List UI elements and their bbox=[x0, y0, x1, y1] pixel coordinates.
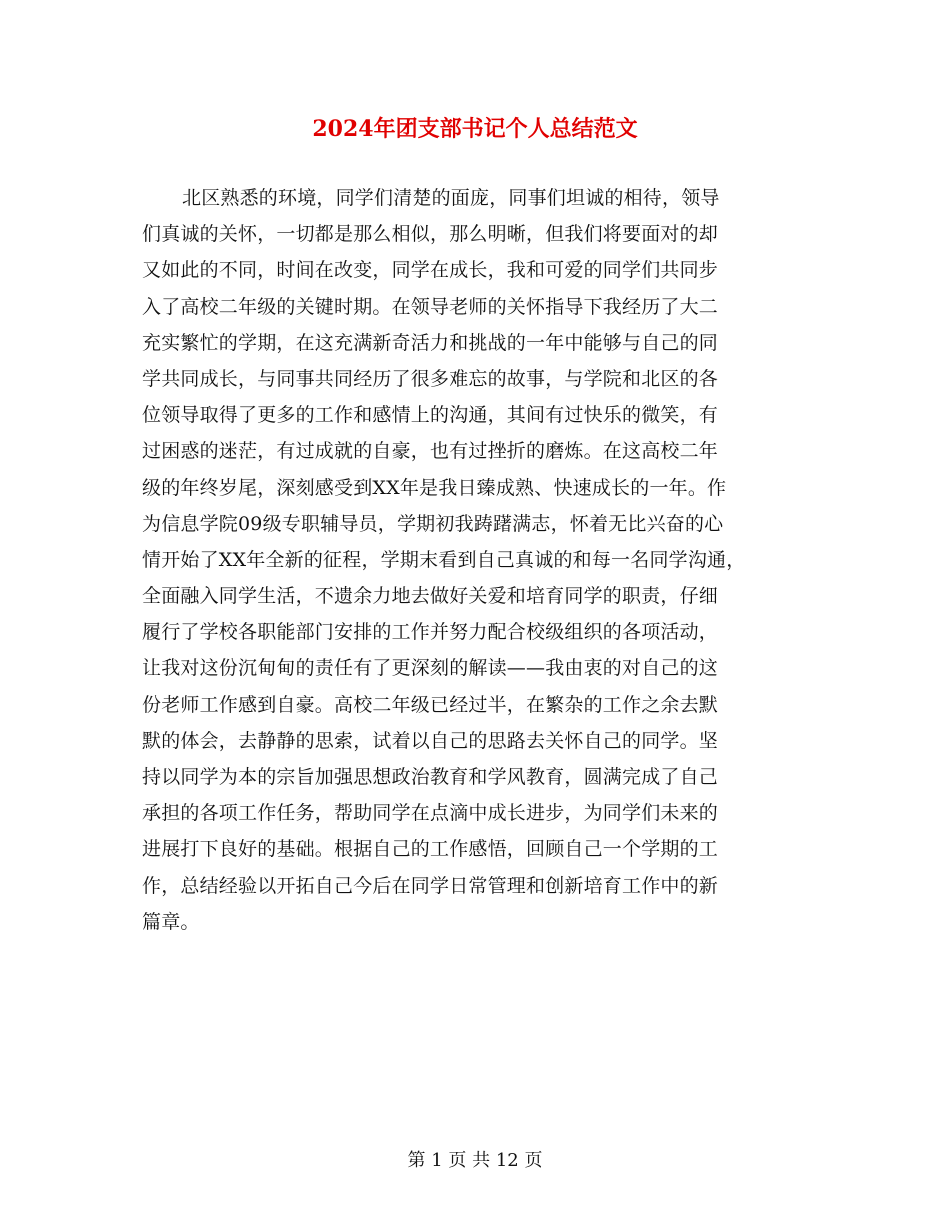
paragraph-line: 承担的各项工作任务，帮助同学在点滴中成长进步，为同学们未来的 bbox=[142, 802, 719, 825]
paragraph-line: 让我对这份沉甸甸的责任有了更深刻的解读——我由衷的对自己的这 bbox=[142, 657, 719, 680]
paragraph-line: 过困惑的迷茫，有过成就的自豪，也有过挫折的磨炼。在这高校二年 bbox=[142, 440, 719, 463]
document-body bbox=[142, 180, 832, 940]
paragraph-line: 位领导取得了更多的工作和感情上的沟通，其间有过快乐的微笑，有 bbox=[142, 404, 719, 427]
paragraph-line: 默的体会，去静静的思索，试着以自己的思路去关怀自己的同学。坚 bbox=[142, 729, 719, 752]
document-title: 2024年团支部书记个人总结范文 bbox=[312, 116, 638, 142]
paragraph-line: 作，总结经验以开拓自己今后在同学日常管理和创新培育工作中的新 bbox=[142, 874, 719, 897]
paragraph-line: 履行了学校各职能部门安排的工作并努力配合校级组织的各项活动， bbox=[142, 621, 719, 644]
paragraph-line: 进展打下良好的基础。根据自己的工作感悟，回顾自己一个学期的工 bbox=[142, 838, 719, 861]
paragraph-line: 北区熟悉的环境，同学们清楚的面庞，同事们坦诚的相待，领导 bbox=[182, 187, 720, 209]
paragraph-line: 入了高校二年级的关键时期。在领导老师的关怀指导下我经历了大二 bbox=[142, 295, 719, 318]
paragraph-line: 学共同成长，与同事共同经历了很多难忘的故事，与学院和北区的各 bbox=[142, 367, 719, 390]
paragraph-line: 又如此的不同，时间在改变，同学在成长，我和可爱的同学们共同步 bbox=[142, 259, 719, 282]
paragraph-line: 充实繁忙的学期，在这充满新奇活力和挑战的一年中能够与自己的同 bbox=[142, 331, 719, 354]
paragraph-line: 们真诚的关怀，一切都是那么相似，那么明晰，但我们将要面对的却 bbox=[142, 223, 719, 246]
paragraph-line: 为信息学院09级专职辅导员，学期初我踌躇满志，怀着无比兴奋的心 bbox=[142, 512, 724, 535]
paragraph-line: 份老师工作感到自豪。高校二年级已经过半，在繁杂的工作之余去默 bbox=[142, 693, 719, 716]
paragraph-line: 级的年终岁尾，深刻感受到XX年是我日臻成熟、快速成长的一年。作 bbox=[142, 476, 727, 499]
paragraph-line: 篇章。 bbox=[142, 910, 200, 933]
paragraph-line: 持以同学为本的宗旨加强思想政治教育和学风教育，圆满完成了自己 bbox=[142, 766, 719, 788]
paragraph-line: 全面融入同学生活，不遗余力地去做好关爱和培育同学的职责，仔细 bbox=[142, 585, 719, 608]
paragraph-line: 情开始了XX年全新的征程，学期末看到自己真诚的和每一名同学沟通， bbox=[142, 548, 746, 571]
page-number-footer: 第 1 页 共 12 页 bbox=[407, 1150, 543, 1171]
